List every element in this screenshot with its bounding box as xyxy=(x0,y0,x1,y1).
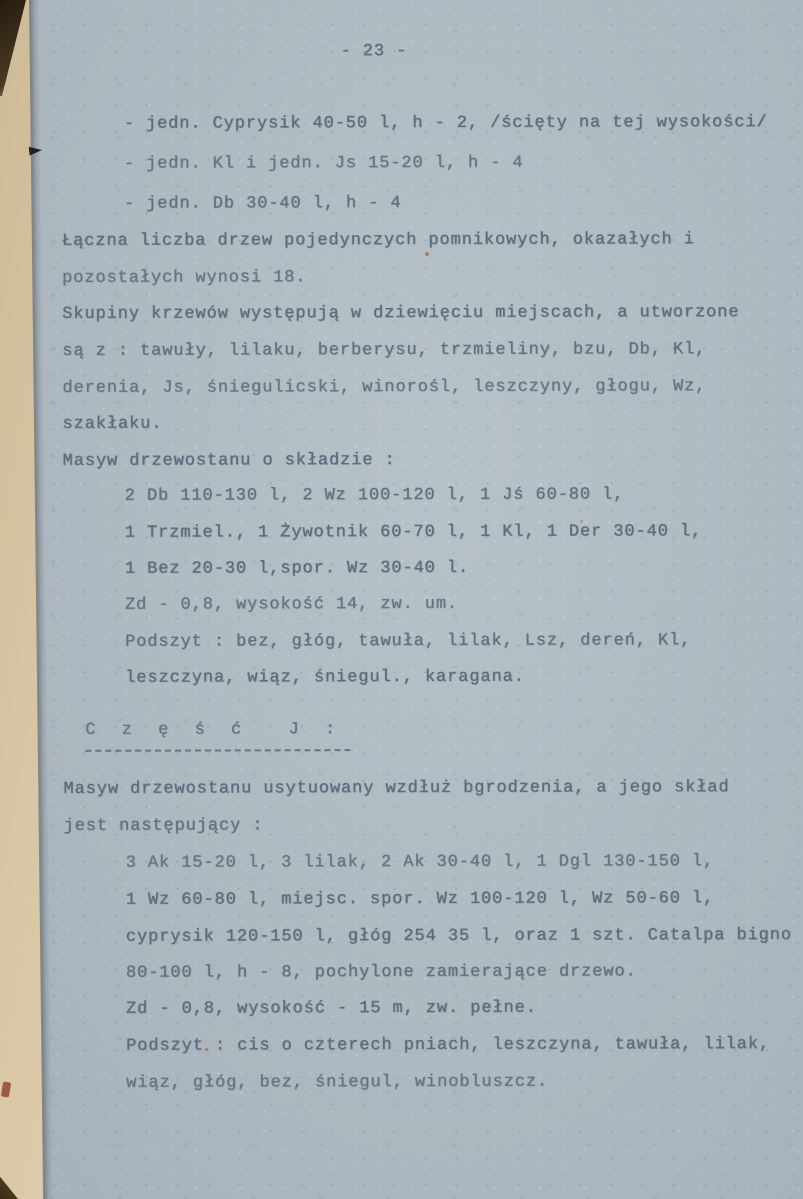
text-line: 80-100 l, h - 8, pochylone zamierające drzewo. xyxy=(125,962,637,983)
text-line: wiąz, głóg, bez, śniegul, winobluszcz. xyxy=(126,1072,549,1093)
text-line: Masyw drzewostanu o składzie : xyxy=(62,451,396,471)
text-line: 1 Trzmiel., 1 Żywotnik 60-70 l, 1 Kl, 1 Der 30-40 l, xyxy=(124,522,703,543)
text-line: Podszyt : bez, głóg, tawuła, lilak, Lsz, dereń, Kl, xyxy=(125,631,692,652)
text-line: cyprysik 120-150 l, głóg 254 35 l, oraz 1 szt. Catalpa bigno xyxy=(125,925,793,947)
text-line: 1 Wz 60-80 l, miejsc. spor. Wz 100-120 l, Wz 50-60 l, xyxy=(125,889,715,910)
text-line: są z : tawuły, lilaku, berberysu, trzmieliny, bzu, Db, Kl, xyxy=(62,340,707,361)
text-line: pozostałych wynosi 18. xyxy=(62,268,307,288)
text-line: jest następujący : xyxy=(63,816,264,836)
text-line: 3 Ak 15-20 l, 3 lilak, 2 Ak 30-40 l, 1 Dgl 130-150 l, xyxy=(125,852,715,873)
text-line: Zd - 0,8, wysokość 14, zw. um. xyxy=(124,594,459,615)
text-line: 1 Bez 20-30 l,spor. Wz 30-40 l. xyxy=(124,558,470,579)
text-line: Masyw drzewostanu usytuowany wzdłuż bgrodzenia, a jego skład xyxy=(63,778,730,799)
page-number: - 23 - xyxy=(340,41,408,62)
text-line: - jedn. Db 30-40 l, h - 4 xyxy=(123,193,402,214)
text-line: leszczyna, wiąz, śniegul., karagana. xyxy=(125,667,525,688)
text-line: Łączna liczba drzew pojedynczych pomnikowych, okazałych i xyxy=(62,230,695,251)
text-line: Zd - 0,8, wysokość - 15 m, zw. pełne. xyxy=(126,998,537,1019)
text-line: szakłaku. xyxy=(62,414,163,434)
text-line: Skupiny krzewów występują w dziewięciu miejscach, a utworzone xyxy=(62,303,740,324)
text-line: derenia, Js, śniegulicski, winorośl, leszczyny, głogu, Wz, xyxy=(62,377,707,398)
text-line: - jedn. Cyprysik 40-50 l, h - 2, /ścięty na tej wysokości/ xyxy=(123,113,768,134)
section-heading: C z ę ś ć J : xyxy=(85,718,350,752)
text-line: - jedn. Kl i jedn. Js 15-20 l, h - 4 xyxy=(123,153,524,174)
text-line: Podszyt : cis o czterech pniach, leszczyna, tawuła, lilak, xyxy=(126,1035,771,1056)
text-line: 2 Db 110-130 l, 2 Wz 100-120 l, 1 Jś 60-80 l, xyxy=(124,485,625,506)
